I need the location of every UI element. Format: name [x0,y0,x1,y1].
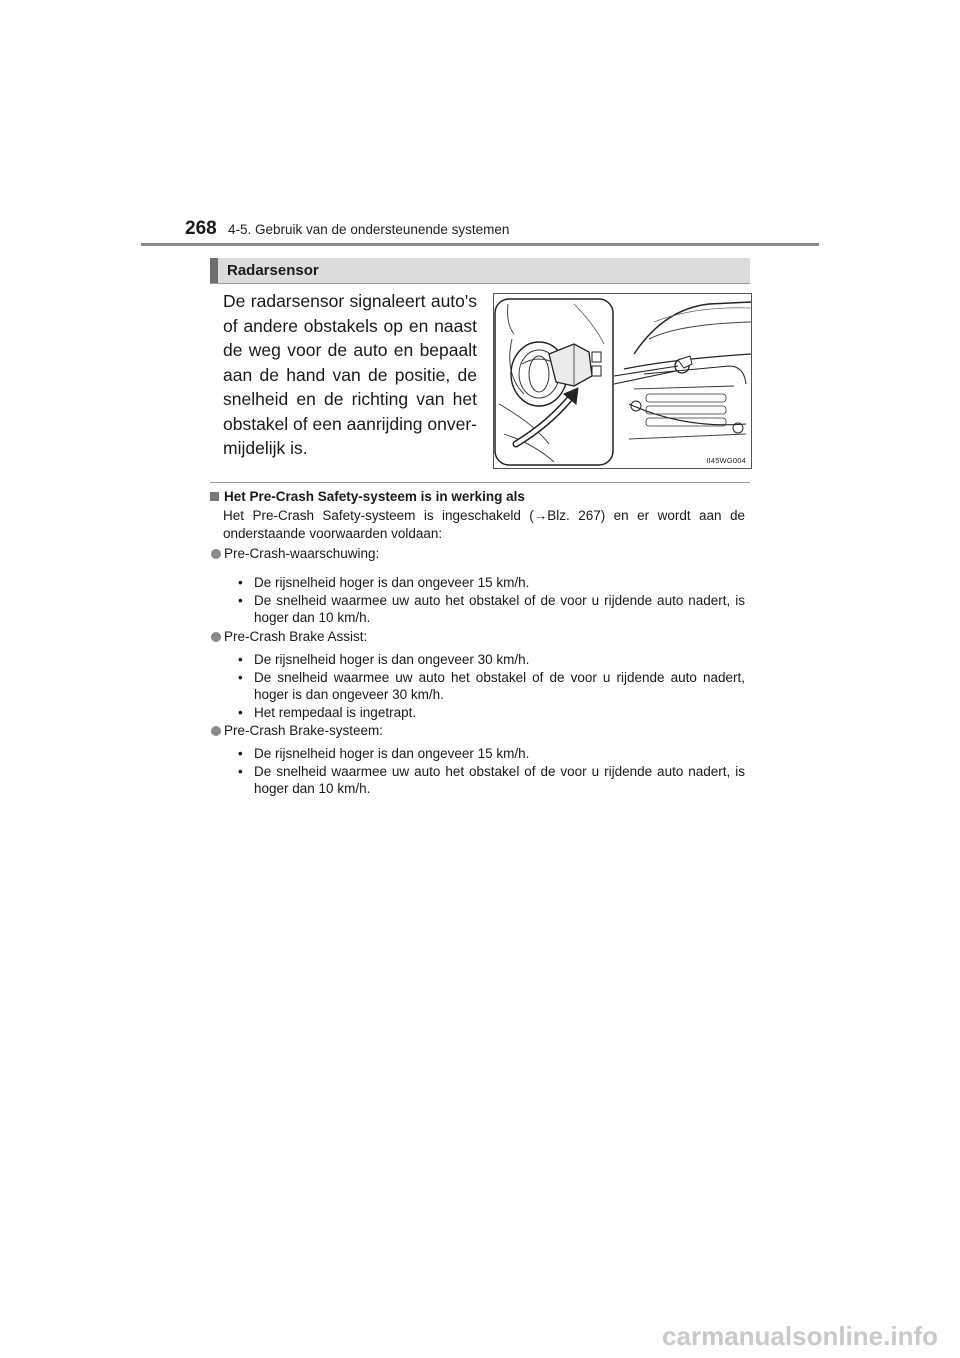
list-item-text: De rijsnelheid hoger is dan ongeveer 15 km/h. [254,575,530,590]
circle-bullet-icon [211,632,221,642]
figure-code: II45WG004 [706,456,746,465]
section-header [210,258,750,283]
conditions-intro: Het Pre-Crash Safety-systeem is ingeschakeld (→Blz. 267) en er wordt aan de onderstaande voorwaarden voldaan: [223,508,745,541]
group-items [238,651,745,721]
circle-bullet-icon [211,726,221,736]
conditions-heading [210,489,525,504]
section-intro-text: De radarsensor signaleert auto's of andere obstakels op en naast de weg voor de auto en bepaalt aan de hand van de positie, de snelheid en de richting van het obstakel of een aanrijding onver-mijdelijk is. [223,291,477,458]
list-item: • De rijsnelheid hoger is dan ongeveer 15 km/h. [238,746,530,761]
section-title: Radarsensor [227,262,319,279]
list-item: • De rijsnelheid hoger is dan ongeveer 15 km/h. [238,575,530,590]
list-item-text: De rijsnelheid hoger is dan ongeveer 15 km/h. [254,746,530,761]
watermark: carmanualsonline.info [662,1321,938,1351]
square-bullet-icon [210,492,219,501]
group-title-text: Pre-Crash-waarschuwing: [224,546,380,561]
list-item: • De snelheid waarmee uw auto het obstakel of de voor u rijdende auto nadert, is hoger dan 10 km/h. [238,592,745,625]
list-item-text: Het rempedaal is ingetrapt. [254,704,417,720]
group-title [211,723,383,738]
section-divider [210,482,750,483]
list-item-text: De snelheid waarmee uw auto het obstakel of de voor u rijdende auto nadert, is hoger dan 10 km/h. [254,763,745,796]
group-title-text: Pre-Crash Brake-systeem: [224,723,384,738]
page-number: 268 [185,218,217,239]
list-item-text: De snelheid waarmee uw auto het obstakel of de voor u rijdende auto nadert, hoger is dan ongeveer 30 km/h. [254,669,745,702]
list-item-text: De snelheid waarmee uw auto het obstakel of de voor u rijdende auto nadert, is hoger dan 10 km/h. [254,592,745,625]
radar-sensor-drawing [494,294,751,468]
radar-sensor-illustration [493,293,752,469]
group-title [211,546,379,561]
list-item-text: De rijsnelheid hoger is dan ongeveer 30 km/h. [254,652,530,667]
circle-bullet-icon [211,549,221,559]
section-underline [210,283,750,284]
list-item: • De rijsnelheid hoger is dan ongeveer 30 km/h. [238,652,530,667]
chapter-title: 4-5. Gebruik van de ondersteunende systemen [228,222,510,237]
header-rule [141,243,819,246]
conditions-heading-text: Het Pre-Crash Safety-systeem is in werking als [224,489,525,504]
list-item: • Het rempedaal is ingetrapt. [238,704,417,720]
group-title [211,629,367,644]
group-title-text: Pre-Crash Brake Assist: [224,629,368,644]
group-items [238,574,745,627]
section-stripe [210,258,218,283]
list-item: • De snelheid waarmee uw auto het obstakel of de voor u rijdende auto nadert, hoger is dan ongeveer 30 km/h. [238,669,745,702]
group-items [238,745,745,798]
list-item: • De snelheid waarmee uw auto het obstakel of de voor u rijdende auto nadert, is hoger dan 10 km/h. [238,763,745,796]
